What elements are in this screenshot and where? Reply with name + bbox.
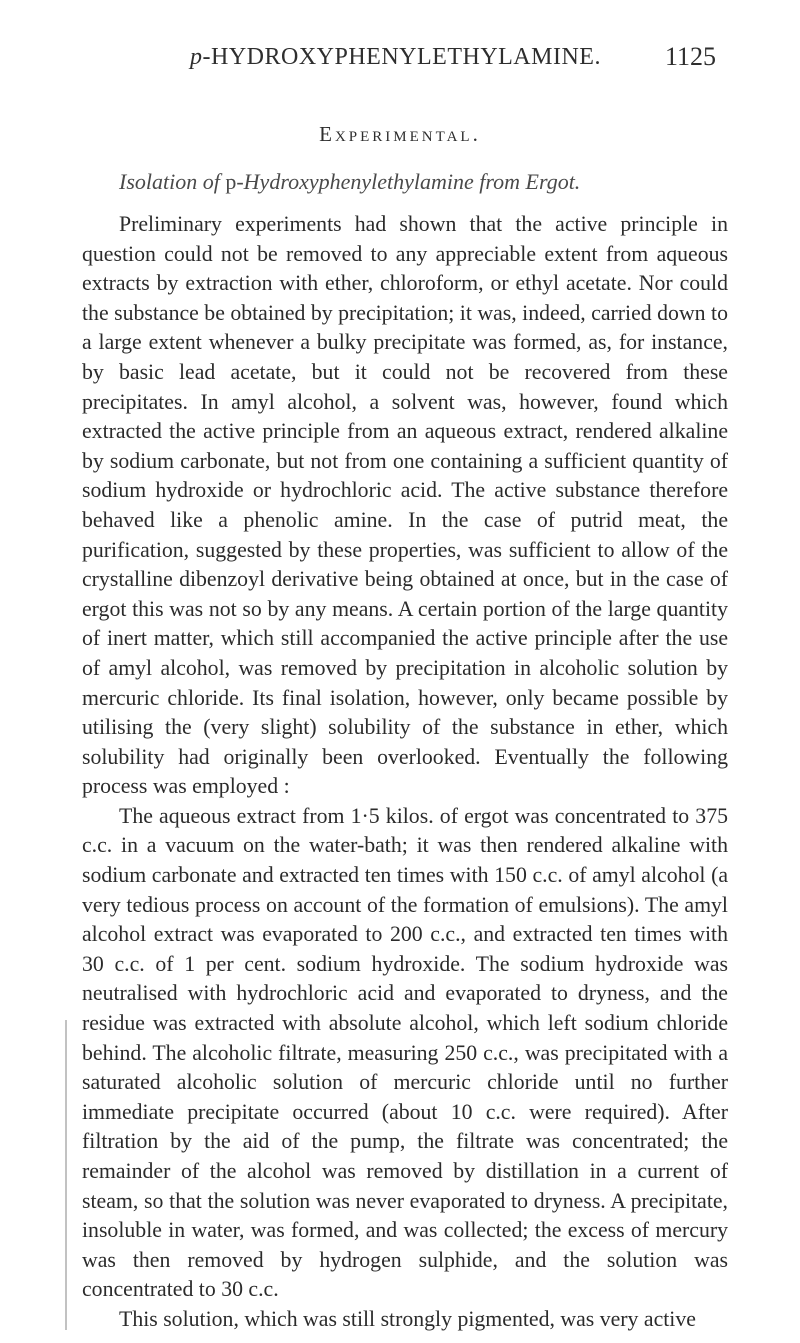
section-heading: Experimental. [319, 122, 481, 146]
running-head-title [190, 44, 601, 71]
subheading-rest: Hydroxyphenylethylamine from Ergot. [243, 169, 581, 194]
body-text [82, 210, 728, 1335]
section-subheading [119, 169, 580, 195]
title-main: HYDROXYPHENYLETHYLAMINE. [211, 44, 601, 70]
subheading-start: Isolation of [119, 169, 226, 194]
paragraph-continuation: This solution, which was still strongly pigmented, was very active [119, 1306, 696, 1331]
title-prefix: p- [190, 44, 211, 70]
page-number: 1125 [664, 42, 716, 71]
paragraph-process: The aqueous extract from 1·5 kilos. of ergot was concentrated to 375 c.c. in a vacuum on the water-bath; it was then rendered alkaline with sodium carbonate and extracted ten times with 150 c.c. of amyl alcohol (a very tedious process on account of the formation of emulsions). The amyl alcohol extract was evaporated to 200 c.c., and extracted ten times with 30 c.c. of 1 per cent. sodium hydroxide. The sodium hydroxide was neutralised with hydrochloric acid and evaporated to dryness, and the residue was extracted with absolute alcohol, which left sodium chloride behind. The alcoholic filtrate, measuring 250 c.c., was precipitated with a saturated alcoholic solution of mercuric chloride until no further immediate precipitate occurred (about 10 c.c. were required). After filtration by the aid of the pump, the filtrate was concentrated; the remainder of the alcohol was removed by distillation in a current of steam, so that the solution was never evaporated to dryness. A precipitate, insoluble in water, was formed, and was collected; the excess of mercury was then removed by hydrogen sulphide, and the solution was concentrated to 30 c.c. [82, 803, 728, 1302]
paragraph-preliminary: Preliminary experiments had shown that the active principle in question could not be removed to any appreciable extent from aqueous extracts by extraction with ether, chloroform, or ethyl acetate. Nor could the substance be obtained by precipitation; it was, indeed, carried down to a large extent whenever a bulky precipitate was formed, as, for instance, by basic lead acetate, but it could not be recovered from these precipitates. In amyl alcohol, a solvent was, however, found which extracted the active principle from an aqueous extract, rendered alkaline by sodium carbonate, but not from one containing a sufficient quantity of sodium hydroxide or hydrochloric acid. The active substance therefore behaved like a phenolic amine. In the case of putrid meat, the purification, suggested by these properties, was sufficient to allow of the crystalline dibenzoyl derivative being obtained at once, but in the case of ergot this was not so by any means. A certain portion of the large quantity of inert matter, which still accompanied the active principle after the use of amyl alcohol, was removed by precipitation in alcoholic solution by mercuric chloride. Its final isolation, however, only became possible by utilising the (very slight) solubility of the substance in ether, which solubility had originally been overlooked. Eventually the following process was employed : [82, 212, 728, 799]
subheading-prefix: p- [225, 169, 244, 194]
margin-rule [65, 1020, 67, 1330]
